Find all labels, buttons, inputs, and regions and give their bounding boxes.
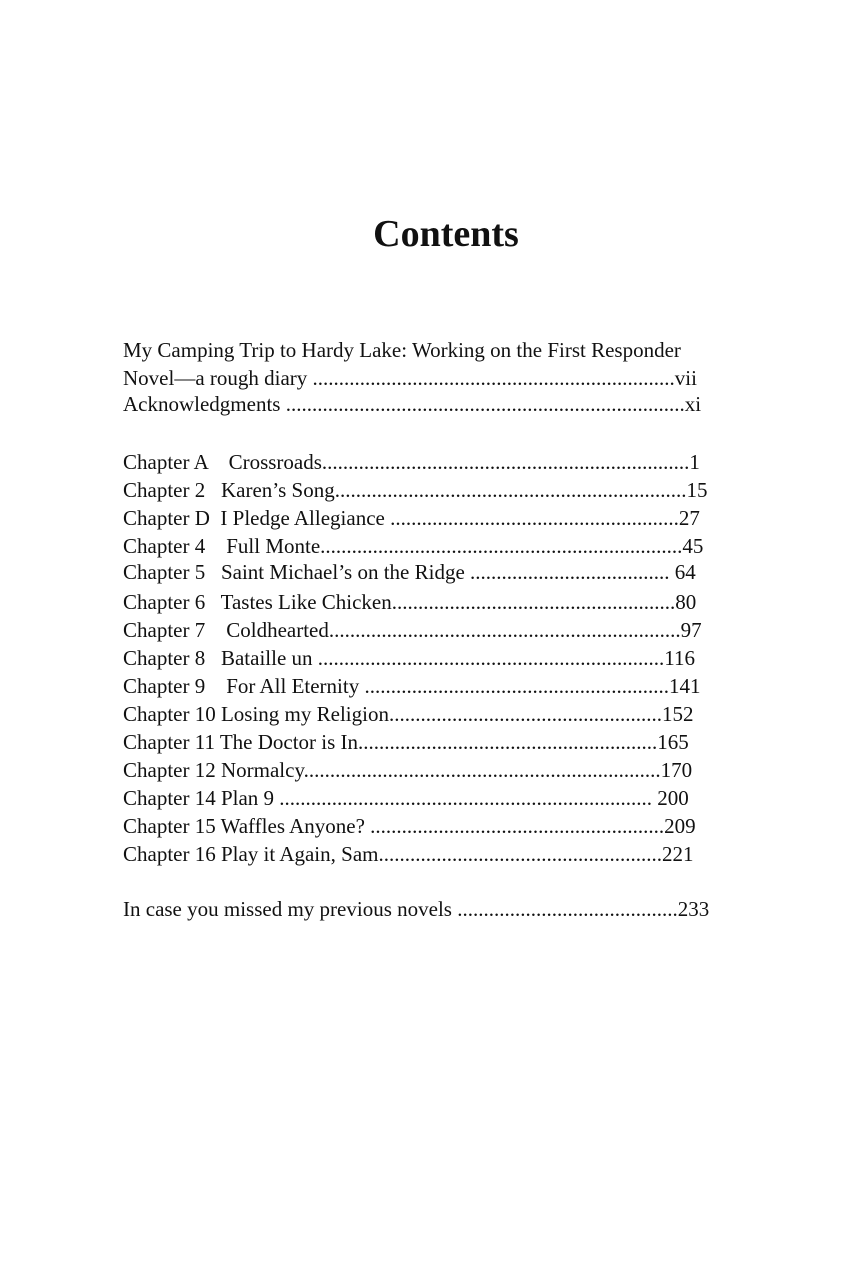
toc-chapter-line: Chapter 4 Full Monte.....................................................................45 [123,534,704,558]
toc-chapter-line: Chapter 7 Coldhearted...................................................................97 [123,618,702,642]
toc-chapter-line: Chapter 12 Normalcy....................................................................170 [123,758,693,782]
toc-chapter-line: Chapter 9 For All Eternity ..........................................................141 [123,674,701,698]
toc-chapter-line: Chapter 6 Tastes Like Chicken......................................................80 [123,590,697,614]
toc-front-matter-line: My Camping Trip to Hardy Lake: Working on the First Responder [123,338,681,362]
toc-chapter-line: Chapter 8 Bataille un ..................................................................116 [123,646,696,670]
toc-chapter-line: Chapter A Crossroads......................................................................1 [123,450,700,474]
toc-chapter-line: Chapter 14 Plan 9 ....................................................................... 200 [123,786,689,810]
toc-back-matter-line: In case you missed my previous novels ..........................................233 [123,897,710,921]
toc-chapter-line: Chapter 16 Play it Again, Sam......................................................221 [123,842,694,866]
toc-chapter-line: Chapter 11 The Doctor is In.........................................................165 [123,730,689,754]
toc-front-matter-line: Novel—a rough diary .....................................................................vii [123,366,697,390]
toc-chapter-line: Chapter 2 Karen’s Song...................................................................15 [123,478,708,502]
toc-front-matter-line: Acknowledgments ............................................................................xi [123,392,702,416]
toc-chapter-line: Chapter 15 Waffles Anyone? ........................................................209 [123,814,696,838]
toc-chapter-line: Chapter 10 Losing my Religion....................................................152 [123,702,694,726]
toc-chapter-line: Chapter D I Pledge Allegiance .......................................................27 [123,506,700,530]
toc-chapter-line: Chapter 5 Saint Michael’s on the Ridge ...................................... 64 [123,560,696,584]
page-title: Contents [373,213,519,255]
